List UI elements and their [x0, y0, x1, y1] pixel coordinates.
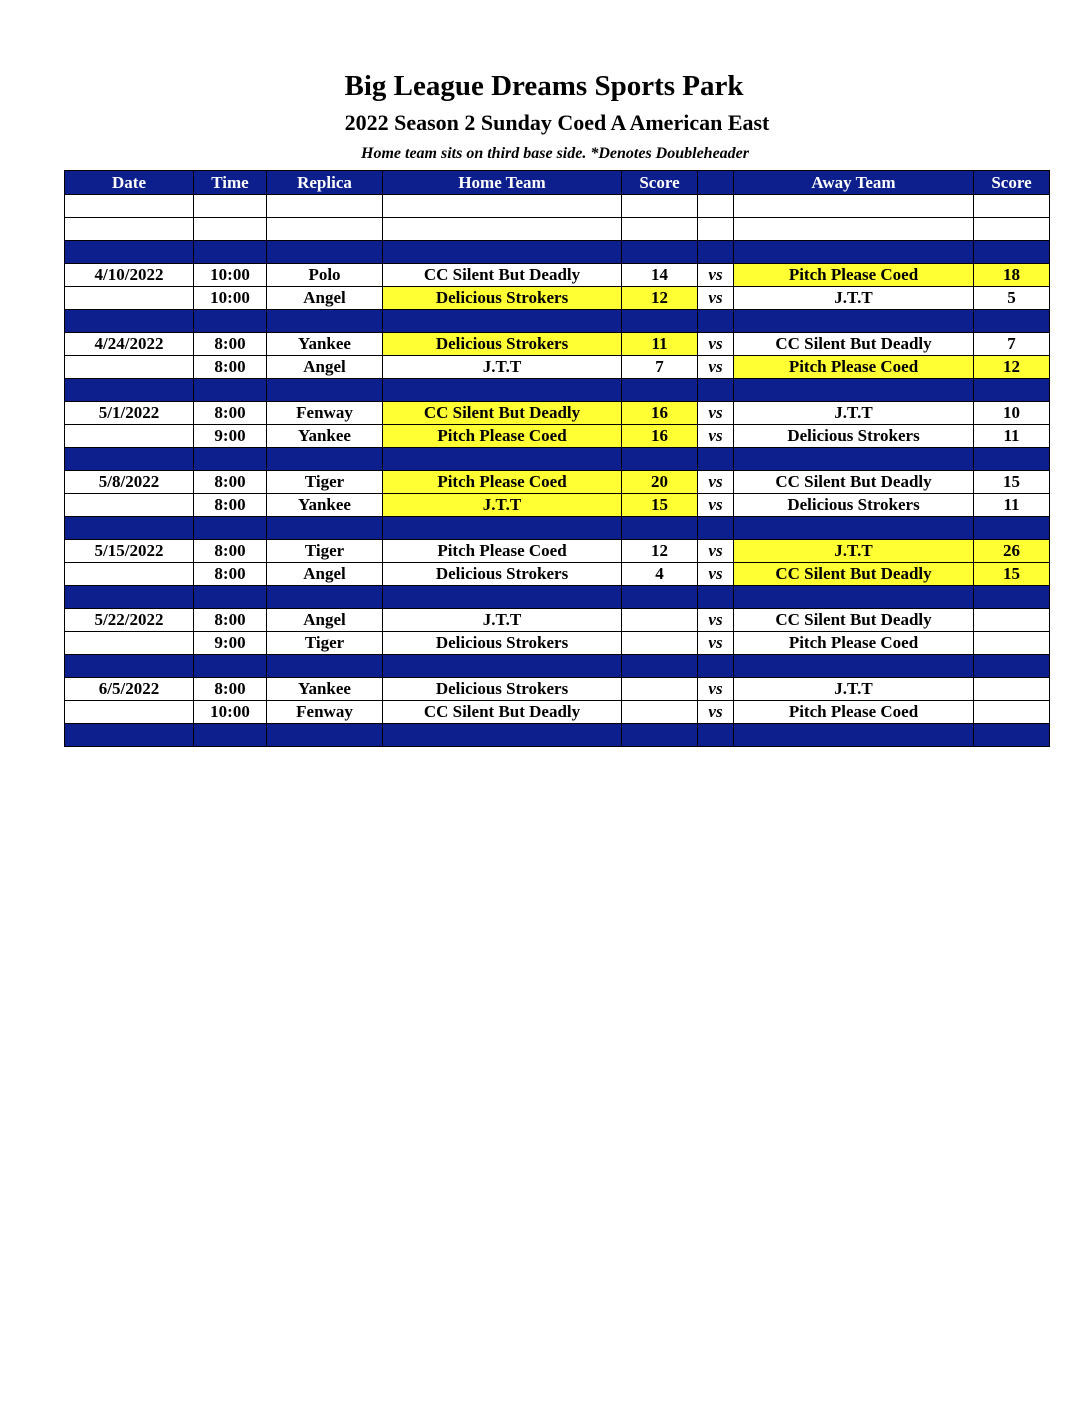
game-row	[65, 609, 1050, 632]
away-score-cell: 15	[974, 471, 1050, 494]
separator-cell	[267, 655, 383, 678]
blank-cell	[734, 195, 974, 218]
replica-cell: Yankee	[267, 425, 383, 448]
home-team-cell: Pitch Please Coed	[383, 425, 622, 448]
time-cell: 9:00	[194, 632, 267, 655]
date-cell: 5/22/2022	[65, 609, 194, 632]
separator-cell	[194, 448, 267, 471]
game-row	[65, 333, 1050, 356]
separator-cell	[698, 655, 734, 678]
game-row	[65, 402, 1050, 425]
separator-cell	[383, 655, 622, 678]
home-team-cell: Delicious Strokers	[383, 678, 622, 701]
away-score-cell: 11	[974, 494, 1050, 517]
blank-cell	[974, 218, 1050, 241]
home-score-cell: 16	[622, 425, 698, 448]
time-cell: 10:00	[194, 287, 267, 310]
separator-cell	[734, 448, 974, 471]
separator-cell	[65, 379, 194, 402]
separator-row	[65, 724, 1050, 747]
game-row	[65, 264, 1050, 287]
replica-cell: Tiger	[267, 471, 383, 494]
separator-cell	[698, 724, 734, 747]
home-team-cell: J.T.T	[383, 494, 622, 517]
away-team-cell: J.T.T	[734, 402, 974, 425]
separator-cell	[622, 517, 698, 540]
away-team-cell: CC Silent But Deadly	[734, 609, 974, 632]
time-cell: 8:00	[194, 563, 267, 586]
separator-cell	[698, 310, 734, 333]
separator-cell	[974, 241, 1050, 264]
replica-cell: Tiger	[267, 632, 383, 655]
away-score-cell: 5	[974, 287, 1050, 310]
separator-cell	[734, 310, 974, 333]
away-team-cell: J.T.T	[734, 287, 974, 310]
date-cell	[65, 701, 194, 724]
date-cell: 5/1/2022	[65, 402, 194, 425]
away-team-cell: J.T.T	[734, 678, 974, 701]
game-row	[65, 632, 1050, 655]
separator-cell	[974, 517, 1050, 540]
home-team-cell: J.T.T	[383, 356, 622, 379]
vs-cell: vs	[698, 425, 734, 448]
blank-row	[65, 218, 1050, 241]
separator-cell	[698, 241, 734, 264]
blank-cell	[194, 195, 267, 218]
vs-cell: vs	[698, 678, 734, 701]
replica-cell: Fenway	[267, 402, 383, 425]
vs-cell: vs	[698, 540, 734, 563]
game-row	[65, 425, 1050, 448]
away-score-cell: 12	[974, 356, 1050, 379]
away-team-cell: CC Silent But Deadly	[734, 471, 974, 494]
time-cell: 8:00	[194, 540, 267, 563]
blank-cell	[622, 218, 698, 241]
time-cell: 8:00	[194, 402, 267, 425]
game-row	[65, 540, 1050, 563]
separator-cell	[622, 310, 698, 333]
away-score-cell: 10	[974, 402, 1050, 425]
blank-cell	[734, 218, 974, 241]
blank-cell	[267, 195, 383, 218]
page-title: Big League Dreams Sports Park	[344, 70, 744, 102]
separator-cell	[974, 310, 1050, 333]
away-score-cell	[974, 701, 1050, 724]
game-row	[65, 678, 1050, 701]
date-cell: 6/5/2022	[65, 678, 194, 701]
home-team-cell: CC Silent But Deadly	[383, 701, 622, 724]
separator-row	[65, 310, 1050, 333]
home-team-cell: Delicious Strokers	[383, 632, 622, 655]
date-cell: 4/24/2022	[65, 333, 194, 356]
blank-cell	[622, 195, 698, 218]
replica-cell: Tiger	[267, 540, 383, 563]
blank-cell	[194, 218, 267, 241]
separator-cell	[734, 517, 974, 540]
separator-cell	[622, 448, 698, 471]
time-cell: 9:00	[194, 425, 267, 448]
date-cell	[65, 287, 194, 310]
home-score-cell	[622, 701, 698, 724]
separator-cell	[734, 379, 974, 402]
page-note: Home team sits on third base side. *Denotes Doubleheader	[361, 145, 749, 162]
separator-cell	[734, 655, 974, 678]
column-header-away-score: Score	[974, 171, 1050, 195]
separator-cell	[734, 586, 974, 609]
page-subtitle: 2022 Season 2 Sunday Coed A American East	[344, 110, 770, 135]
date-cell	[65, 356, 194, 379]
separator-row	[65, 655, 1050, 678]
blank-cell	[383, 195, 622, 218]
separator-cell	[383, 586, 622, 609]
separator-cell	[698, 517, 734, 540]
separator-cell	[267, 724, 383, 747]
away-team-cell: J.T.T	[734, 540, 974, 563]
away-score-cell: 15	[974, 563, 1050, 586]
blank-cell	[65, 218, 194, 241]
vs-cell: vs	[698, 471, 734, 494]
game-row	[65, 701, 1050, 724]
game-row	[65, 471, 1050, 494]
separator-cell	[267, 517, 383, 540]
separator-cell	[383, 379, 622, 402]
vs-cell: vs	[698, 701, 734, 724]
date-cell	[65, 425, 194, 448]
away-score-cell: 26	[974, 540, 1050, 563]
blank-cell	[974, 195, 1050, 218]
column-header-time: Time	[194, 171, 267, 195]
date-cell	[65, 632, 194, 655]
separator-cell	[65, 448, 194, 471]
away-team-cell: Delicious Strokers	[734, 425, 974, 448]
column-header-vs	[698, 171, 734, 195]
separator-cell	[622, 379, 698, 402]
home-team-cell: Pitch Please Coed	[383, 540, 622, 563]
date-cell: 4/10/2022	[65, 264, 194, 287]
vs-cell: vs	[698, 333, 734, 356]
game-row	[65, 494, 1050, 517]
separator-cell	[622, 241, 698, 264]
replica-cell: Angel	[267, 563, 383, 586]
separator-cell	[383, 724, 622, 747]
separator-cell	[383, 241, 622, 264]
date-cell: 5/8/2022	[65, 471, 194, 494]
separator-cell	[734, 724, 974, 747]
separator-row	[65, 379, 1050, 402]
away-team-cell: Delicious Strokers	[734, 494, 974, 517]
separator-cell	[267, 586, 383, 609]
home-score-cell	[622, 609, 698, 632]
home-team-cell: Pitch Please Coed	[383, 471, 622, 494]
separator-cell	[65, 586, 194, 609]
separator-cell	[974, 724, 1050, 747]
date-cell: 5/15/2022	[65, 540, 194, 563]
away-score-cell	[974, 609, 1050, 632]
separator-cell	[383, 310, 622, 333]
separator-cell	[194, 379, 267, 402]
separator-cell	[194, 586, 267, 609]
separator-cell	[65, 655, 194, 678]
schedule-body	[65, 195, 1050, 747]
separator-cell	[974, 448, 1050, 471]
away-team-cell: CC Silent But Deadly	[734, 563, 974, 586]
game-row	[65, 287, 1050, 310]
separator-cell	[622, 655, 698, 678]
separator-row	[65, 517, 1050, 540]
home-score-cell: 16	[622, 402, 698, 425]
away-score-cell: 7	[974, 333, 1050, 356]
separator-cell	[267, 310, 383, 333]
schedule-table	[64, 170, 1050, 747]
vs-cell: vs	[698, 609, 734, 632]
time-cell: 10:00	[194, 701, 267, 724]
column-header-replica: Replica	[267, 171, 383, 195]
home-score-cell: 4	[622, 563, 698, 586]
separator-cell	[267, 379, 383, 402]
vs-cell: vs	[698, 563, 734, 586]
separator-cell	[698, 379, 734, 402]
separator-cell	[974, 586, 1050, 609]
blank-cell	[65, 195, 194, 218]
game-row	[65, 563, 1050, 586]
separator-row	[65, 586, 1050, 609]
replica-cell: Angel	[267, 609, 383, 632]
separator-cell	[383, 517, 622, 540]
away-team-cell: CC Silent But Deadly	[734, 333, 974, 356]
away-team-cell: Pitch Please Coed	[734, 701, 974, 724]
separator-row	[65, 448, 1050, 471]
separator-cell	[65, 310, 194, 333]
vs-cell: vs	[698, 402, 734, 425]
blank-row	[65, 195, 1050, 218]
home-score-cell: 14	[622, 264, 698, 287]
vs-cell: vs	[698, 494, 734, 517]
home-team-cell: CC Silent But Deadly	[383, 264, 622, 287]
home-team-cell: Delicious Strokers	[383, 563, 622, 586]
home-score-cell: 12	[622, 287, 698, 310]
home-team-cell: Delicious Strokers	[383, 333, 622, 356]
separator-cell	[698, 448, 734, 471]
vs-cell: vs	[698, 632, 734, 655]
blank-cell	[383, 218, 622, 241]
separator-cell	[65, 724, 194, 747]
separator-cell	[383, 448, 622, 471]
separator-cell	[974, 655, 1050, 678]
column-header-date: Date	[65, 171, 194, 195]
separator-cell	[267, 241, 383, 264]
home-score-cell: 20	[622, 471, 698, 494]
column-header-home-team: Home Team	[383, 171, 622, 195]
time-cell: 8:00	[194, 678, 267, 701]
away-team-cell: Pitch Please Coed	[734, 356, 974, 379]
separator-cell	[194, 517, 267, 540]
separator-cell	[194, 655, 267, 678]
time-cell: 8:00	[194, 609, 267, 632]
home-score-cell	[622, 678, 698, 701]
separator-cell	[622, 586, 698, 609]
separator-cell	[65, 241, 194, 264]
replica-cell: Angel	[267, 356, 383, 379]
away-score-cell	[974, 632, 1050, 655]
separator-cell	[65, 517, 194, 540]
separator-cell	[622, 724, 698, 747]
home-score-cell: 7	[622, 356, 698, 379]
replica-cell: Angel	[267, 287, 383, 310]
home-score-cell: 12	[622, 540, 698, 563]
column-header-away-team: Away Team	[734, 171, 974, 195]
away-team-cell: Pitch Please Coed	[734, 264, 974, 287]
home-team-cell: J.T.T	[383, 609, 622, 632]
home-score-cell: 11	[622, 333, 698, 356]
away-score-cell	[974, 678, 1050, 701]
replica-cell: Yankee	[267, 333, 383, 356]
replica-cell: Yankee	[267, 678, 383, 701]
separator-cell	[267, 448, 383, 471]
game-row	[65, 356, 1050, 379]
separator-cell	[194, 310, 267, 333]
away-team-cell: Pitch Please Coed	[734, 632, 974, 655]
separator-row	[65, 241, 1050, 264]
home-score-cell	[622, 632, 698, 655]
home-score-cell: 15	[622, 494, 698, 517]
replica-cell: Fenway	[267, 701, 383, 724]
date-cell	[65, 494, 194, 517]
away-score-cell: 11	[974, 425, 1050, 448]
blank-cell	[267, 218, 383, 241]
separator-cell	[974, 379, 1050, 402]
home-team-cell: CC Silent But Deadly	[383, 402, 622, 425]
home-team-cell: Delicious Strokers	[383, 287, 622, 310]
vs-cell: vs	[698, 287, 734, 310]
vs-cell: vs	[698, 264, 734, 287]
time-cell: 10:00	[194, 264, 267, 287]
away-score-cell: 18	[974, 264, 1050, 287]
replica-cell: Polo	[267, 264, 383, 287]
time-cell: 8:00	[194, 494, 267, 517]
blank-cell	[698, 195, 734, 218]
blank-cell	[698, 218, 734, 241]
column-header-home-score: Score	[622, 171, 698, 195]
time-cell: 8:00	[194, 356, 267, 379]
time-cell: 8:00	[194, 471, 267, 494]
time-cell: 8:00	[194, 333, 267, 356]
separator-cell	[194, 724, 267, 747]
separator-cell	[698, 586, 734, 609]
separator-cell	[734, 241, 974, 264]
table-header-row	[65, 171, 1050, 195]
replica-cell: Yankee	[267, 494, 383, 517]
separator-cell	[194, 241, 267, 264]
vs-cell: vs	[698, 356, 734, 379]
date-cell	[65, 563, 194, 586]
